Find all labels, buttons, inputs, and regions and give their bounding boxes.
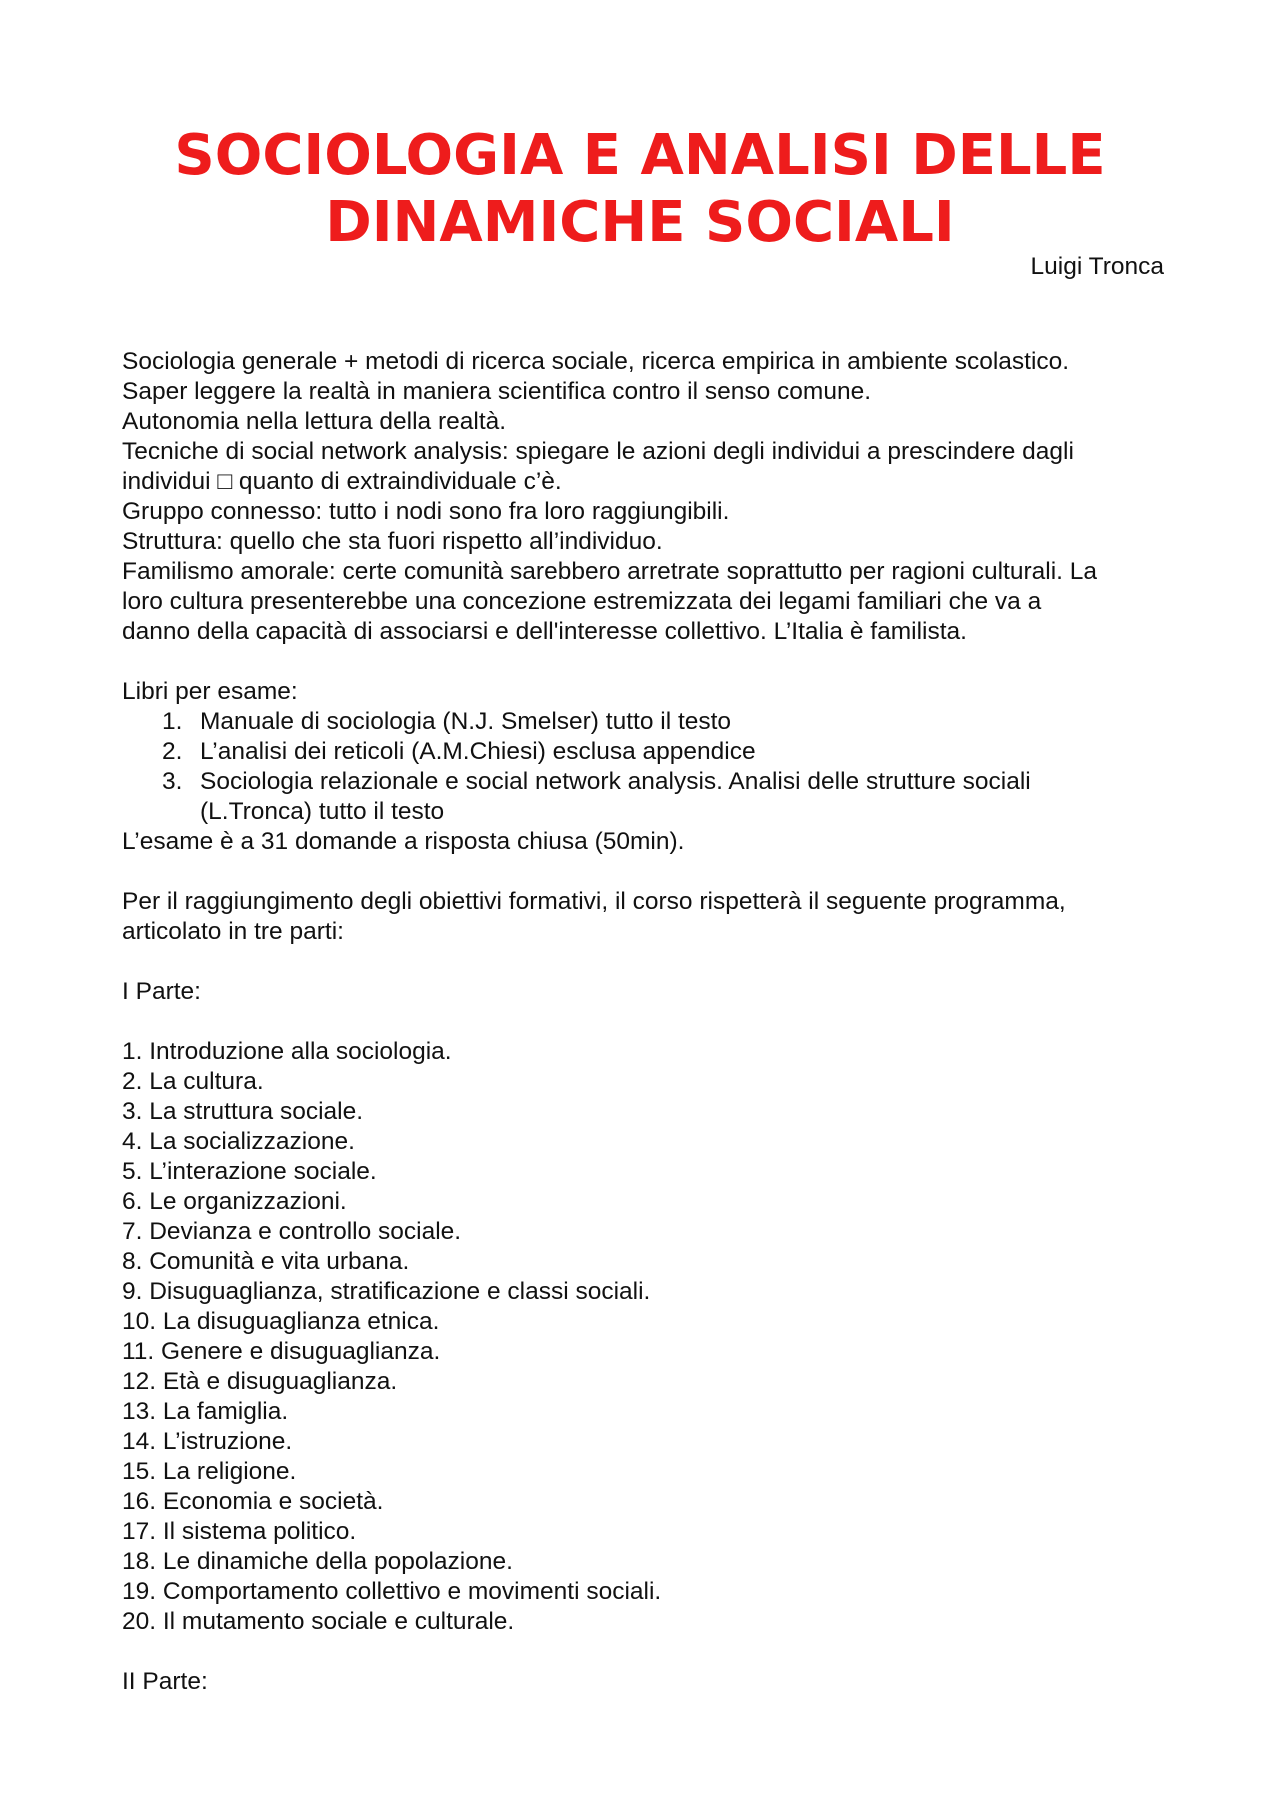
topic-item: 17. Il sistema politico. [122, 1518, 357, 1545]
books-section [122, 677, 1182, 857]
spacer [122, 1637, 1182, 1667]
document-title: SOCIOLOGIA E ANALISI DELLE DINAMICHE SOCIALI [174, 123, 1106, 255]
book-title: Manuale di sociologia (N.J. Smelser) tutto il testo [200, 708, 732, 735]
part1-heading: I Parte: [122, 978, 201, 1005]
intro-line: Tecniche di social network analysis: spiegare le azioni degli individui a prescindere dagli [122, 438, 1074, 465]
book-item [122, 737, 1182, 767]
book-item [122, 707, 1182, 737]
intro-line: loro cultura presenterebbe una concezione estremizzata dei legami familiari che va a [122, 588, 1042, 615]
intro-line: Saper leggere la realtà in maniera scientifica contro il senso comune. [122, 378, 872, 405]
program-intro-line: Per il raggiungimento degli obiettivi formativi, il corso rispetterà il seguente programma, [122, 888, 1066, 915]
intro-line: danno della capacità di associarsi e dell'interesse collettivo. L’Italia è familista. [122, 618, 967, 645]
book-title: L’analisi dei reticoli (A.M.Chiesi) esclusa appendice [200, 738, 756, 765]
topic-item: 13. La famiglia. [122, 1398, 289, 1425]
exam-note: L’esame è a 31 domande a risposta chiusa (50min). [122, 828, 685, 855]
spacer [122, 857, 1182, 887]
topic-item: 15. La religione. [122, 1458, 297, 1485]
topic-item: 1. Introduzione alla sociologia. [122, 1038, 452, 1065]
book-title: Sociologia relazionale e social network analysis. Analisi delle strutture sociali [200, 768, 1031, 795]
document-body [122, 347, 1182, 1697]
topic-item: 2. La cultura. [122, 1068, 264, 1095]
books-heading: Libri per esame: [122, 678, 298, 705]
spacer [122, 647, 1182, 677]
topic-item: 14. L’istruzione. [122, 1428, 293, 1455]
intro-line: Sociologia generale + metodi di ricerca sociale, ricerca empirica in ambiente scolastico. [122, 348, 1070, 375]
topic-item: 18. Le dinamiche della popolazione. [122, 1548, 513, 1575]
part1-topic-list [122, 1037, 1182, 1637]
intro-line: Gruppo connesso: tutto i nodi sono fra loro raggiungibili. [122, 498, 730, 525]
part2-heading: II Parte: [122, 1668, 208, 1695]
book-title-continued: (L.Tronca) tutto il testo [200, 798, 445, 825]
intro-line: individui □ quanto di extraindividuale c’è. [122, 468, 562, 495]
program-intro-line: articolato in tre parti: [122, 918, 344, 945]
program-section [122, 887, 1182, 1697]
intro-line: Struttura: quello che sta fuori rispetto all’individuo. [122, 528, 663, 555]
book-number: 2. [162, 738, 183, 765]
topic-item: 8. Comunità e vita urbana. [122, 1248, 410, 1275]
author-name: Luigi Tronca [1030, 253, 1164, 280]
topic-item: 10. La disuguaglianza etnica. [122, 1308, 440, 1335]
topic-item: 3. La struttura sociale. [122, 1098, 364, 1125]
topic-item: 19. Comportamento collettivo e movimenti sociali. [122, 1578, 662, 1605]
spacer [122, 1007, 1182, 1037]
topic-item: 4. La socializzazione. [122, 1128, 355, 1155]
book-number: 3. [162, 768, 183, 795]
topic-item: 20. Il mutamento sociale e culturale. [122, 1608, 515, 1635]
topic-item: 7. Devianza e controllo sociale. [122, 1218, 462, 1245]
topic-item: 11. Genere e disuguaglianza. [122, 1338, 441, 1365]
topic-item: 9. Disuguaglianza, stratificazione e classi sociali. [122, 1278, 651, 1305]
intro-line: Familismo amorale: certe comunità sarebbero arretrate soprattutto per ragioni culturali. La [122, 558, 1097, 585]
spacer [122, 947, 1182, 977]
topic-item: 5. L’interazione sociale. [122, 1158, 377, 1185]
topic-item: 16. Economia e società. [122, 1488, 384, 1515]
book-item [122, 767, 1182, 827]
topic-item: 6. Le organizzazioni. [122, 1188, 347, 1215]
intro-section [122, 347, 1182, 647]
topic-item: 12. Età e disuguaglianza. [122, 1368, 398, 1395]
book-number: 1. [162, 708, 183, 735]
intro-line: Autonomia nella lettura della realtà. [122, 408, 507, 435]
